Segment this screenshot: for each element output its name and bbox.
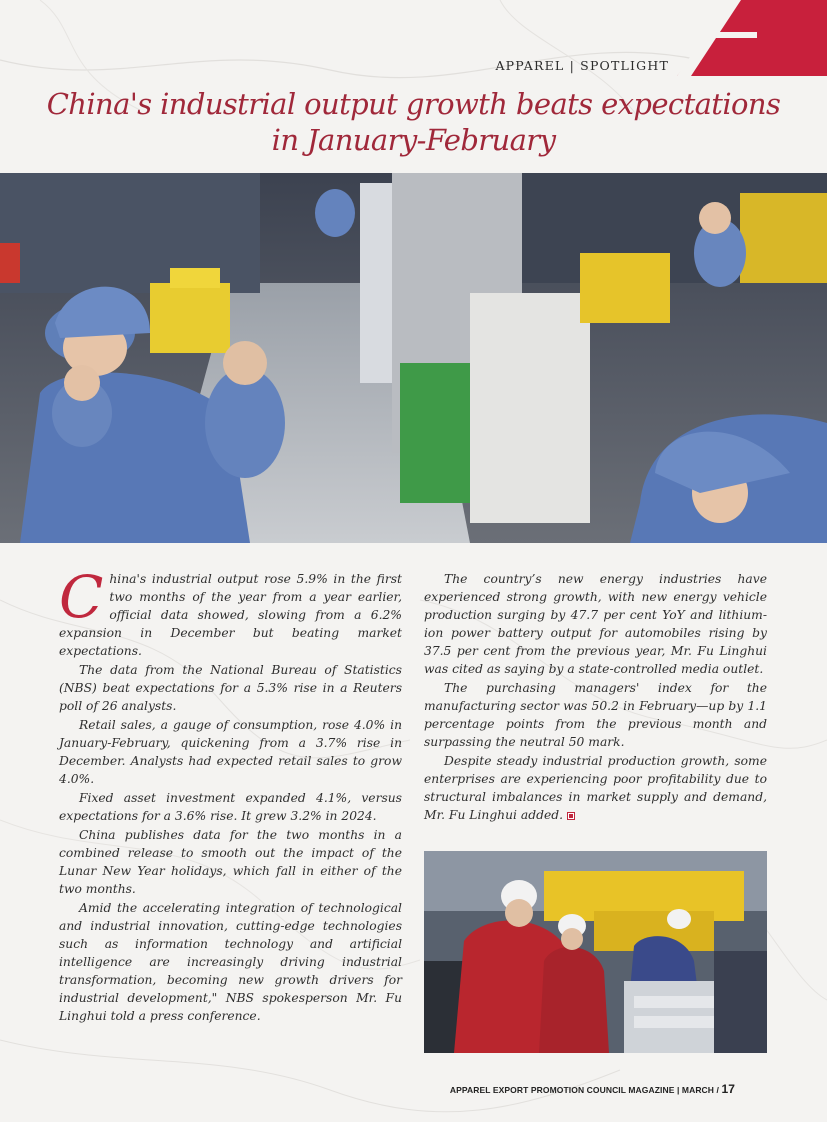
article-right-column [424,570,767,825]
paragraph-1-text: hina's industrial output rose 5.9% in the first two months of the year from a year earlier, official data showed, slowing from a 6.2% expansion in December but beating market expectations. [59,572,402,658]
paragraph-4: Fixed asset investment expanded 4.1%, versus expectations for a 3.6% rise. It grew 3.2% in 2024. [59,791,402,823]
paragraph-9 [424,752,767,824]
page-number: 17 [721,1082,735,1096]
assembly-line-photo [424,851,767,1053]
paragraph-3: Retail sales, a gauge of consumption, rose 4.0% in January-February, quickening from a 3.7% rise in December. Analysts had expected retail sales to grow 4.0%. [59,718,402,786]
paragraph-8: The purchasing managers' index for the manufacturing sector was 50.2 in February—up by 1.1 percentage points from the previous month and surpassing the neutral 50 mark. [424,681,767,749]
page-footer [450,1082,735,1096]
end-of-article-mark [567,812,575,820]
paragraph-6: Amid the accelerating integration of technological and industrial innovation, cutting-edge technologies such as information technology and artificial intelligence are increasingly driving industrial transformation, becoming new growth drivers for industrial development," NBS spokesperson Mr. Fu Linghui told a press conference. [59,901,402,1023]
brand-corner-logo [677,0,827,76]
footer-text: APPAREL EXPORT PROMOTION COUNCIL MAGAZINE | MARCH / [449,1085,719,1095]
paragraph-5: China publishes data for the two months in a combined release to smooth out the impact of the Lunar New Year holidays, which fall in either of the two months. [59,828,402,896]
paragraph-9-text: Despite steady industrial production growth, some enterprises are experiencing poor profitability due to structural imbalances in market supply and demand, Mr. Fu Linghui added. [424,754,767,822]
paragraph-2: The data from the National Bureau of Statistics (NBS) beat expectations for a 5.3% rise in a Reuters poll of 26 analysts. [59,663,402,713]
article-title: China's industrial output growth beats expectations in January-February [46,87,781,157]
factory-workers-photo [0,173,827,543]
paragraph-1 [59,563,402,660]
dropcap-letter: C [59,563,104,631]
paragraph-7: The country’s new energy industries have experienced strong growth, with new energy vehicle production surging by 47.7 per cent YoY and lithium-ion power battery output for automobiles rising by 37.5 per cent from the previous year, Mr. Fu Linghui was cited as saying by a state-controlled media outlet. [424,572,767,676]
section-label: APPAREL | SPOTLIGHT [495,58,669,73]
article-left-column [59,563,402,1026]
